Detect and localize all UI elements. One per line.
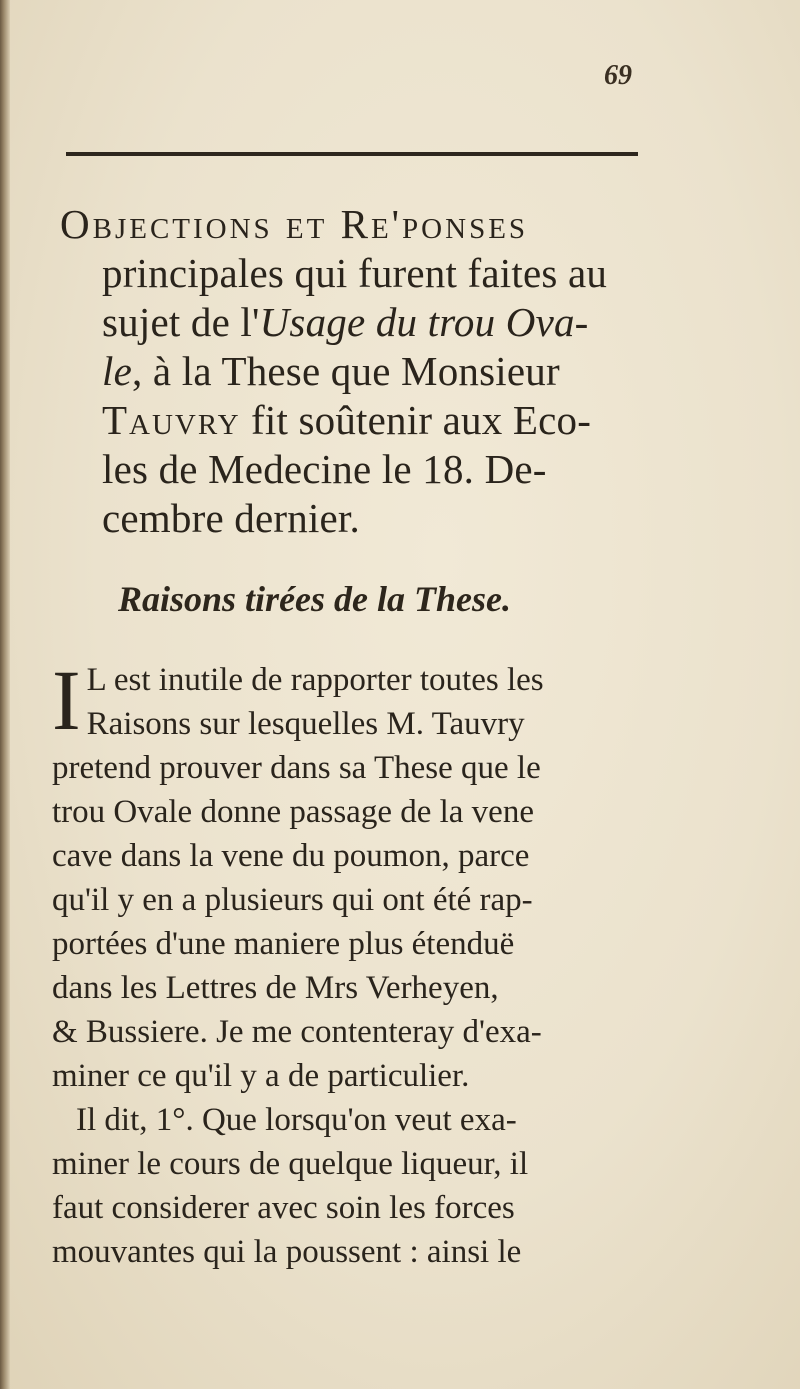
body-text xyxy=(52,652,652,1274)
paragraph-line: miner le cours de quelque liqueur, il xyxy=(52,1146,529,1182)
heading-line-2: principales qui furent faites au xyxy=(102,250,608,296)
paragraph-2 xyxy=(52,1098,652,1274)
heading-line-5-text: fit soûtenir aux Eco- xyxy=(240,397,592,443)
page-number: 69 xyxy=(604,60,632,91)
heading-line-5 xyxy=(60,396,660,445)
page-binding-edge xyxy=(0,0,10,1389)
paragraph-line: Il dit, 1°. Que lorsqu'on veut exa- xyxy=(76,1102,517,1138)
paragraph-line: mouvantes qui la poussent : ainsi le xyxy=(52,1234,522,1270)
subheading: Raisons tirées de la These. xyxy=(118,579,511,619)
drop-capital: I xyxy=(52,652,81,748)
paragraph-line: trou Ovale donne passage de la vene xyxy=(52,794,534,830)
header-rule xyxy=(66,152,638,156)
paragraph-line: dans les Lettres de Mrs Verheyen, xyxy=(52,970,499,1006)
section-heading xyxy=(60,200,660,543)
paragraph-line: L est inutile de rapporter toutes les xyxy=(86,662,544,698)
heading-line-3-text: sujet de l' xyxy=(102,299,260,345)
paragraph-line: & Bussiere. Je me contenteray d'exa- xyxy=(52,1014,542,1050)
heading-line-7: cembre dernier. xyxy=(102,495,360,541)
paragraph-line: cave dans la vene du poumon, parce xyxy=(52,838,530,874)
heading-author-name: Tauvry xyxy=(102,397,241,443)
heading-line-3 xyxy=(60,298,660,347)
heading-line-4-italic: le xyxy=(102,348,132,394)
heading-line-4 xyxy=(60,347,660,396)
heading-line-6: les de Medecine le 18. De- xyxy=(102,446,547,492)
paragraph-1 xyxy=(52,652,652,1098)
paragraph-line: faut considerer avec soin les forces xyxy=(52,1190,515,1226)
heading-line-3-italic: Usage du trou Ova- xyxy=(259,299,589,345)
paragraph-line: portées d'une maniere plus étenduë xyxy=(52,926,515,962)
paragraph-line: qu'il y en a plusieurs qui ont été rap- xyxy=(52,882,533,918)
paragraph-line: pretend prouver dans sa These que le xyxy=(52,750,541,786)
heading-line-1: Objections et Re'ponses xyxy=(60,201,529,247)
paragraph-line: miner ce qu'il y a de particulier. xyxy=(52,1058,470,1094)
heading-line-4-text: , à la These que Monsieur xyxy=(132,348,560,394)
paragraph-line: Raisons sur lesquelles M. Tauvry xyxy=(86,706,525,742)
